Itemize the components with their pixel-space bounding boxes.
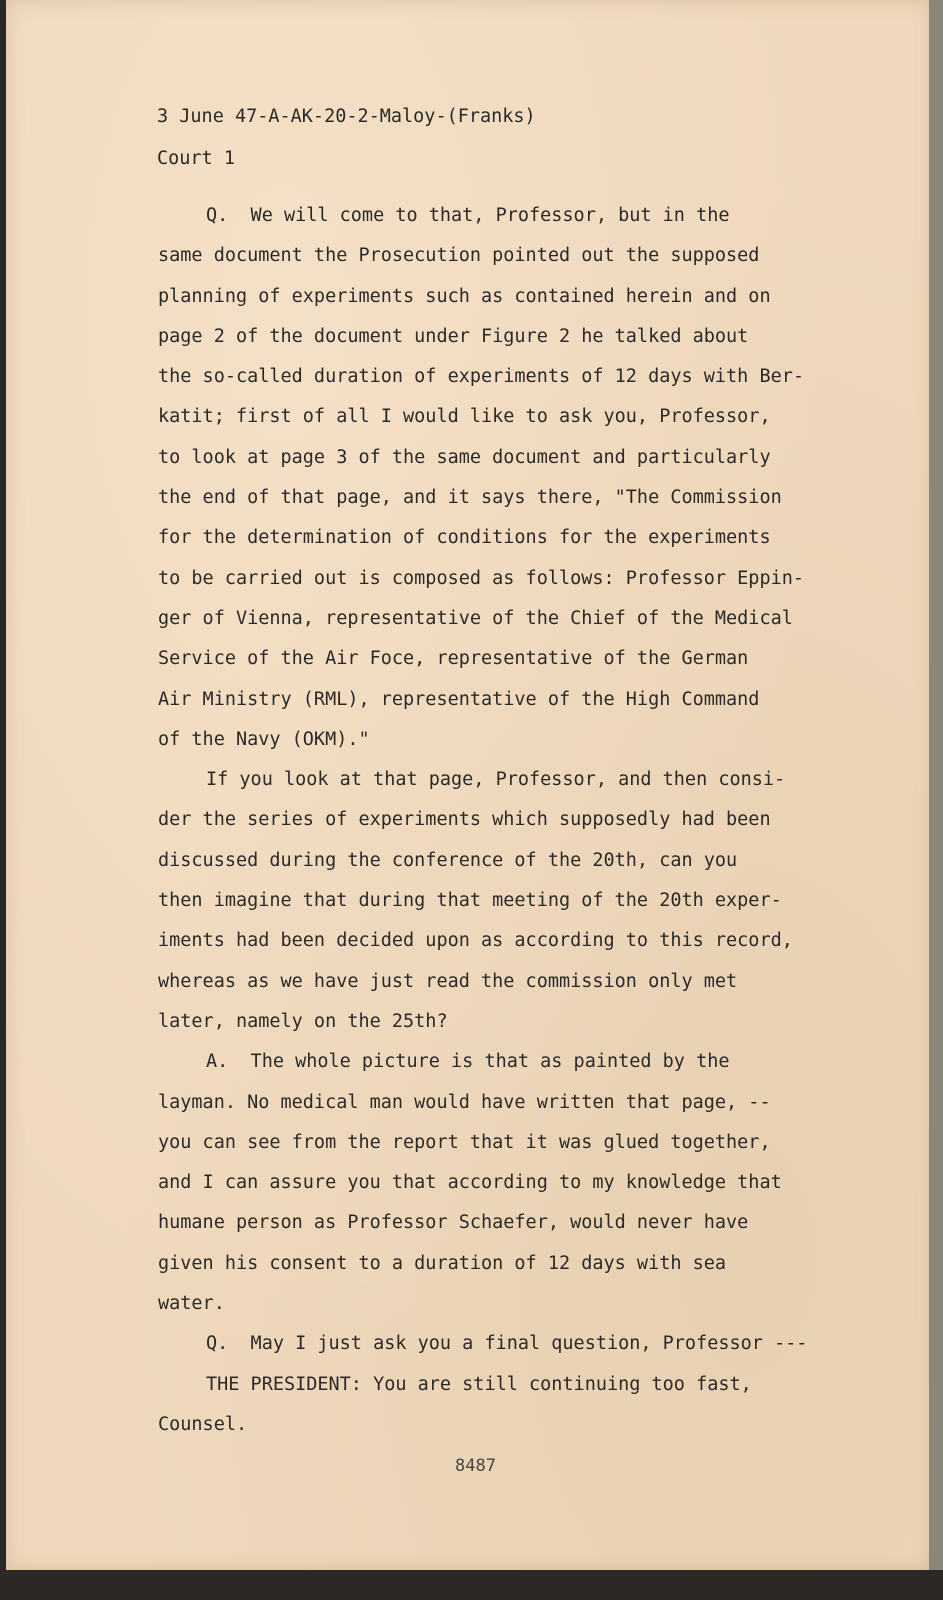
transcript-line: Counsel. <box>158 1413 248 1435</box>
transcript-line: THE PRESIDENT: You are still continuing too fast, <box>206 1373 752 1395</box>
page-number: 8487 <box>455 1456 496 1476</box>
transcript-line: page 2 of the document under Figure 2 he talked about <box>158 325 749 347</box>
scan-edge <box>929 0 943 1570</box>
court-label: Court 1 <box>157 148 235 169</box>
transcript-line: katit; first of all I would like to ask you, Professor, <box>158 406 771 428</box>
transcript-line: Q. We will come to that, Professor, but in the <box>206 205 730 226</box>
transcript-line: the end of that page, and it says there, "The Commission <box>158 487 782 509</box>
transcript-body <box>158 196 878 1445</box>
transcript-line: of the Navy (OKM)." <box>158 728 370 750</box>
transcript-reference: 3 June 47-A-AK-20-2-Maloy-(Franks) <box>157 106 536 127</box>
transcript-line: later, namely on the 25th? <box>158 1010 448 1032</box>
transcript-line: Q. May I just ask you a final question, Professor --- <box>206 1333 808 1355</box>
transcript-line: given his consent to a duration of 12 days with sea <box>158 1252 727 1274</box>
transcript-line: layman. No medical man would have written that page, -- <box>158 1091 771 1113</box>
transcript-line: whereas as we have just read the commission only met <box>158 970 738 992</box>
transcript-line: planning of experiments such as contained herein and on <box>158 285 771 307</box>
transcript-line: same document the Prosecution pointed out the supposed <box>158 245 760 267</box>
transcript-line: humane person as Professor Schaefer, would never have <box>158 1212 749 1234</box>
transcript-line: Air Ministry (RML), representative of the High Command <box>158 688 760 710</box>
transcript-line: the so-called duration of experiments of 12 days with Ber- <box>158 366 805 388</box>
transcript-line: If you look at that page, Professor, and then consi- <box>206 769 786 791</box>
transcript-line: A. The whole picture is that as painted by the <box>206 1051 730 1073</box>
transcript-line: water. <box>158 1293 225 1315</box>
transcript-line: you can see from the report that it was glued together, <box>158 1131 771 1153</box>
transcript-line: to be carried out is composed as follows: Professor Eppin- <box>158 567 805 589</box>
transcript-line: and I can assure you that according to my knowledge that <box>158 1172 782 1194</box>
transcript-line: for the determination of conditions for the experiments <box>158 527 771 549</box>
transcript-line: iments had been decided upon as according to this record, <box>158 930 793 952</box>
transcript-line: to look at page 3 of the same document and particularly <box>158 446 771 468</box>
transcript-line: der the series of experiments which supposedly had been <box>158 809 771 831</box>
transcript-line: discussed during the conference of the 20th, can you <box>158 849 738 871</box>
scan-bottom-edge <box>0 1570 943 1600</box>
transcript-line: Service of the Air Foce, representative of the German <box>158 648 749 670</box>
transcript-line: ger of Vienna, representative of the Chief of the Medical <box>158 607 793 629</box>
transcript-line: then imagine that during that meeting of the 20th exper- <box>158 890 782 912</box>
